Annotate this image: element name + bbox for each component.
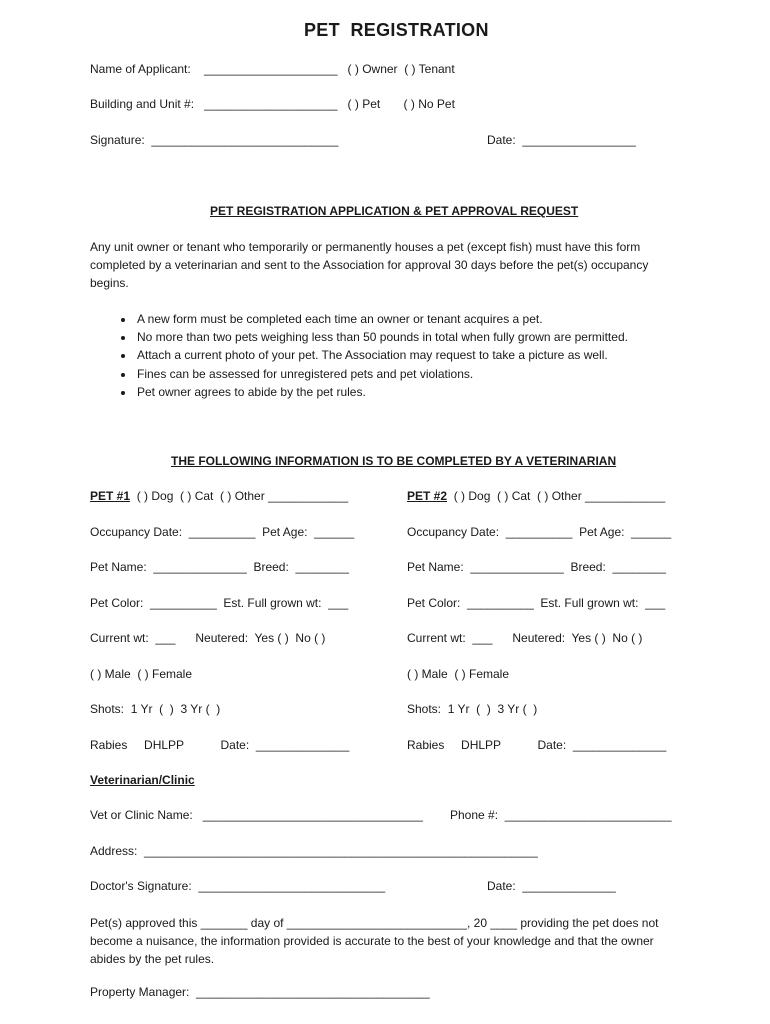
rule-item: • Pet owner agrees to abide by the pet rules.: [135, 383, 628, 401]
phone-field[interactable]: Phone #: _________________________: [450, 808, 672, 822]
pet2-rabies-field[interactable]: Rabies DHLPP Date: ______________: [407, 738, 667, 752]
pet1-shots-field[interactable]: Shots: 1 Yr ( ) 3 Yr ( ): [90, 702, 221, 716]
pet1-color-field[interactable]: Pet Color: __________ Est. Full grown wt: ___: [90, 596, 349, 610]
applicant-field[interactable]: Name of Applicant: ____________________ ( ) Owner ( ) Tenant: [90, 62, 455, 76]
application-heading: PET REGISTRATION APPLICATION & PET APPROVAL REQUEST: [210, 204, 579, 218]
rule-item: • No more than two pets weighing less than 50 pounds in total when fully grown are permitted.: [135, 328, 628, 346]
rules-list: [90, 310, 628, 401]
pet1-type-line[interactable]: [90, 489, 348, 503]
pet1-occupancy-field[interactable]: Occupancy Date: __________ Pet Age: ______: [90, 525, 355, 539]
pet2-occupancy-field[interactable]: Occupancy Date: __________ Pet Age: ______: [407, 525, 672, 539]
pet2-current-wt-field[interactable]: Current wt: ___ Neutered: Yes ( ) No ( ): [407, 631, 643, 645]
pet1-label: PET #1: [90, 489, 131, 503]
pet1-type-options[interactable]: ( ) Dog ( ) Cat ( ) Other ____________: [130, 489, 349, 503]
pet1-sex-field[interactable]: ( ) Male ( ) Female: [90, 667, 193, 681]
pet2-type-line[interactable]: [407, 489, 665, 503]
rule-item: • Fines can be assessed for unregistered pets and pet violations.: [135, 365, 628, 383]
pet2-color-field[interactable]: Pet Color: __________ Est. Full grown wt: ___: [407, 596, 666, 610]
intro-paragraph: Any unit owner or tenant who temporarily or permanently houses a pet (except fish) must have this form completed by a veterinarian and sent to the Association for approval 30 days before the pet(s) occupancy begins.: [90, 240, 649, 290]
rule-item: • A new form must be completed each time an owner or tenant acquires a pet.: [135, 310, 628, 328]
pet1-rabies-field[interactable]: Rabies DHLPP Date: ______________: [90, 738, 350, 752]
doctor-date-field[interactable]: Date: ______________: [487, 879, 616, 893]
approval-paragraph: Pet(s) approved this _______ day of ___________________________, 20 ____ providing the pet does not become a nuisance, the information provided is accurate to the best of your knowledge and that the owner abides by the pet rules.: [90, 916, 659, 966]
vet-section-heading: THE FOLLOWING INFORMATION IS TO BE COMPLETED BY A VETERINARIAN: [171, 454, 617, 468]
pet2-name-field[interactable]: Pet Name: ______________ Breed: ________: [407, 560, 666, 574]
page-title: PET REGISTRATION: [304, 20, 489, 40]
doctor-signature-field[interactable]: Doctor's Signature: ____________________________: [90, 879, 386, 893]
address-field[interactable]: Address: ___________________________________________________________: [90, 844, 538, 858]
pet2-shots-field[interactable]: Shots: 1 Yr ( ) 3 Yr ( ): [407, 702, 538, 716]
property-manager-field[interactable]: Property Manager: ___________________________________: [90, 985, 430, 999]
clinic-heading: Veterinarian/Clinic: [90, 773, 195, 787]
rule-item: • Attach a current photo of your pet. The Association may request to take a picture as well.: [135, 346, 628, 364]
vet-name-field[interactable]: Vet or Clinic Name: _________________________________: [90, 808, 423, 822]
pet2-sex-field[interactable]: ( ) Male ( ) Female: [407, 667, 510, 681]
pet1-current-wt-field[interactable]: Current wt: ___ Neutered: Yes ( ) No ( ): [90, 631, 326, 645]
pet1-name-field[interactable]: Pet Name: ______________ Breed: ________: [90, 560, 349, 574]
signature-field[interactable]: Signature: ____________________________: [90, 133, 339, 147]
pet2-label: PET #2: [407, 489, 448, 503]
pet2-type-options[interactable]: ( ) Dog ( ) Cat ( ) Other ____________: [447, 489, 666, 503]
date-field[interactable]: Date: _________________: [487, 133, 636, 147]
building-unit-field[interactable]: Building and Unit #: ____________________ ( ) Pet ( ) No Pet: [90, 97, 455, 111]
